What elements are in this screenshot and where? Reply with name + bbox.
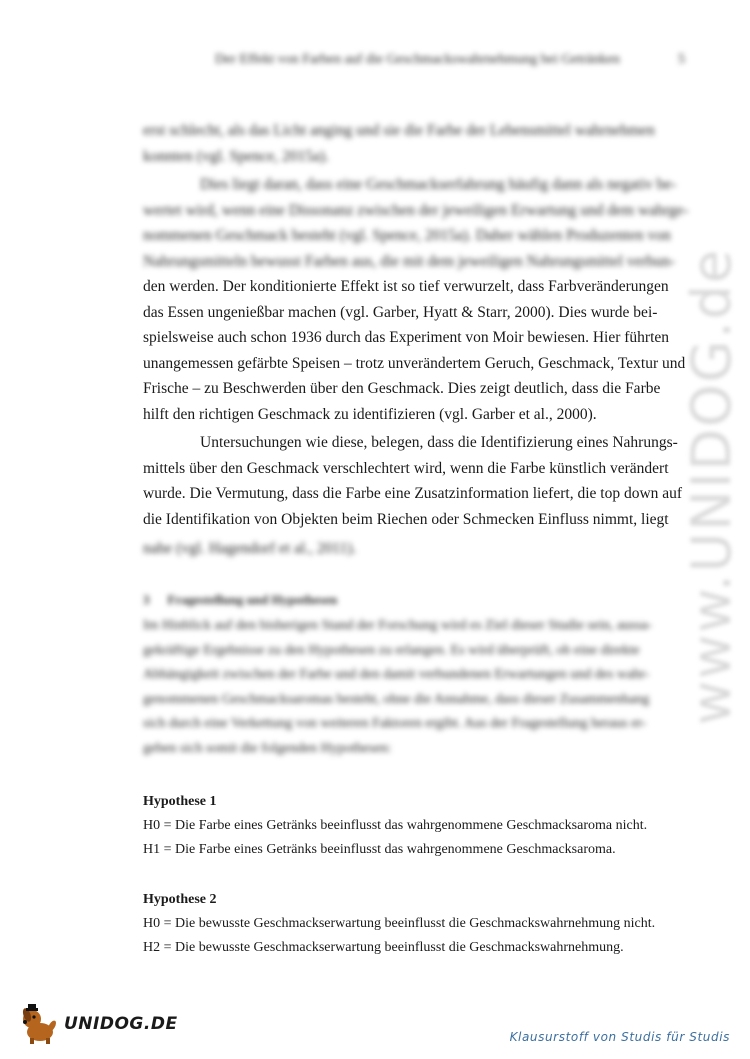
dog-mascot-icon (18, 1002, 62, 1046)
hypothesis-h0: H0 = Die bewusste Geschmackserwartung beeinflusst die Geschmackswahrnehmung nicht. (143, 916, 656, 931)
text-line: sich durch eine Verkettung von weiteren Faktoren ergibt. Aus der Fragestellung heraus er- (143, 716, 647, 731)
page-number: 5 (678, 52, 685, 67)
text-line: Untersuchungen wie diese, belegen, dass die Identifizierung eines Nahrungs- (200, 434, 678, 451)
text-line: Nahrungsmitteln bewusst Farben aus, die mit dem jeweiligen Nahrungsmittel verbun- (143, 252, 676, 270)
text-line: Dies liegt daran, dass eine Geschmackserfahrung häufig dann als negativ be- (200, 176, 677, 193)
section-title: Fragestellung und Hypothesen (167, 592, 338, 607)
text-line: unangemessen gefärbte Speisen – trotz unverändertem Geruch, Geschmack, Textur und (143, 354, 686, 372)
running-header (215, 52, 685, 68)
text-line: geben sich somit die folgenden Hypothesen: (143, 740, 392, 756)
text-line: Abhängigkeit zwischen der Farbe und den damit verbundenen Erwartungen und des wahr- (143, 667, 650, 682)
paragraph-2-clear (143, 274, 686, 428)
text-line: mittels über den Geschmack verschlechtert wird, wenn die Farbe künstlich verändert (143, 459, 669, 477)
hypothesis-h0: H0 = Die Farbe eines Getränks beeinflusst das wahrgenommene Geschmacksaroma nicht. (143, 818, 648, 833)
text-line: den werden. Der konditionierte Effekt ist so tief verwurzelt, dass Farbveränderungen (143, 278, 669, 295)
text-line: genommenen Geschmacksaromas besteht, ohne die Annahme, dass dieser Zusammenhang (143, 691, 650, 707)
text-line: die Identifikation von Objekten beim Riechen oder Schmecken Einfluss nimmt, liegt (143, 510, 669, 528)
hypothesis-h1: H2 = Die bewusste Geschmackserwartung beeinflusst die Geschmackswahrnehmung. (143, 940, 624, 955)
hypothesis-2 (143, 888, 703, 960)
unidog-logo[interactable] (18, 1000, 178, 1048)
text-line: das Essen ungenießbar machen (vgl. Garber, Hyatt & Starr, 2000). Dies wurde bei- (143, 303, 658, 321)
text-line: Frische – zu Beschwerden über den Geschmack. Dies zeigt deutlich, dass die Farbe (143, 380, 661, 398)
paragraph-3-end (143, 536, 673, 562)
hypothesis-1 (143, 790, 703, 862)
text-line: hilft den richtigen Geschmack zu identifizieren (vgl. Garber et al., 2000). (143, 405, 597, 423)
hypothesis-title: Hypothese 1 (143, 794, 217, 809)
footer-claim: Klausurstoff von Studis für Studis (509, 1030, 730, 1044)
text-line: wurde. Die Vermutung, dass die Farbe eine Zusatzinformation liefert, die top down auf (143, 485, 683, 503)
watermark: www.UNIDOG.de (680, 247, 743, 725)
running-title: Der Effekt von Farben auf die Geschmackswahrnehmung bei Getränken (215, 52, 620, 67)
hypothesis-title: Hypothese 2 (143, 892, 217, 907)
paragraph-2-blurred (143, 172, 689, 274)
hypothesis-h1: H1 = Die Farbe eines Getränks beeinflusst das wahrgenommene Geschmacksaroma. (143, 842, 616, 857)
paragraph-3 (143, 430, 683, 532)
text-line: wertet wird, wenn eine Dissonanz zwischen der jeweiligen Erwartung und dem wahrge- (143, 201, 689, 219)
text-line: spielsweise auch schon 1936 durch das Experiment von Moir bewiesen. Hier führten (143, 329, 670, 347)
text-line: Im Hinblick auf den bisherigen Stand der Forschung wird es Ziel dieser Studie sein, aussa- (143, 618, 652, 633)
section-number: 3 (143, 592, 150, 607)
text-line: nommenen Geschmack besteht (vgl. Spence, 2015a). Daher wählen Produzenten von (143, 227, 671, 245)
section-paragraph (143, 614, 673, 761)
paragraph-1 (143, 118, 673, 169)
section-heading (143, 592, 337, 608)
text-line: nahe (vgl. Hagendorf et al., 2011). (143, 540, 357, 557)
logo-text: UNIDOG.DE (64, 1014, 178, 1034)
text-line: konnten (vgl. Spence, 2015a). (143, 147, 329, 165)
text-line: erst schlecht, als das Licht anging und sie die Farbe der Lebensmittel wahrnehmen (143, 122, 655, 139)
text-line: gekräftige Ergebnisse zu den Hypothesen zu erlangen. Es wird überprüft, ob eine direkte (143, 642, 640, 658)
